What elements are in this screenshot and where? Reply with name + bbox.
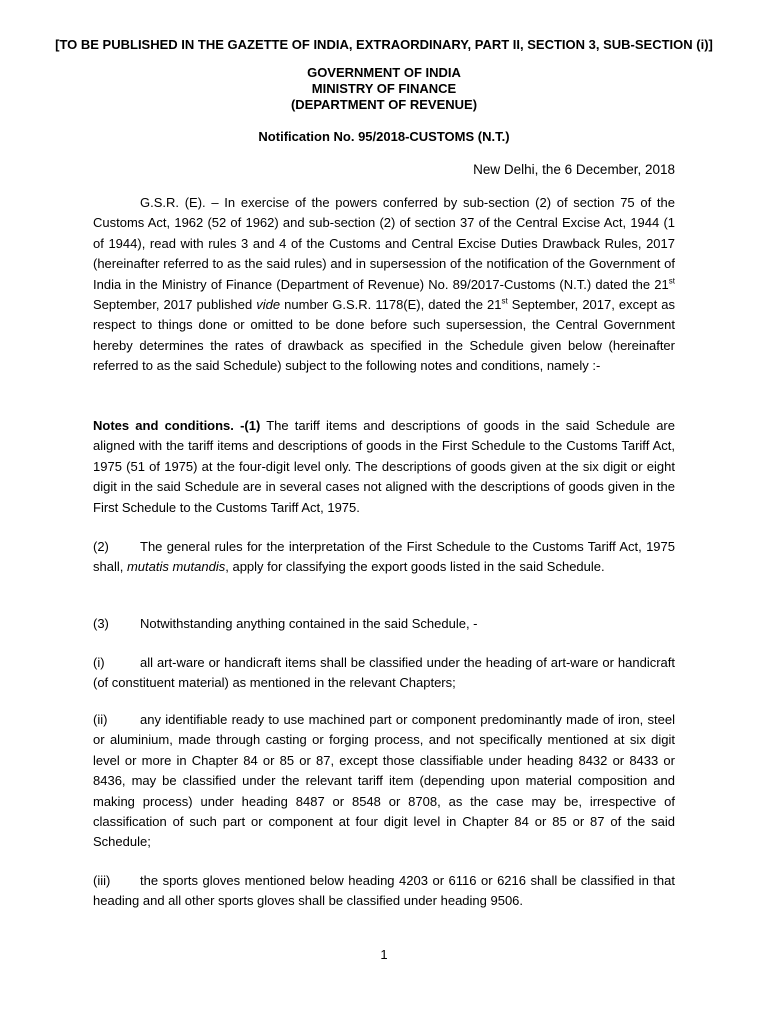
preamble-text-2: September, 2017 published [93,297,257,313]
preamble-text-4: September, 2017, except as respect to things done or omitted to be done before such supersession, the Central Government hereby determines the rates of drawback as specified in the Schedule given below (hereinafter referred to as the said Schedule) subject to the following notes and conditions, namely :- [93,297,675,374]
item-i-paragraph [93,653,675,694]
note-1-text: The tariff items and descriptions of goods in the said Schedule are aligned with the tariff items and descriptions of goods in the First Schedule to the Customs Tariff Act, 1975 (51 of 1975) at the four-digit level only. The descriptions of goods given at the six digit or eight digit in the said Schedule are in several cases not aligned with the descriptions of goods given in the First Schedule to the Customs Tariff Act, 1975. [93,418,675,515]
authority-government: GOVERNMENT OF INDIA [307,65,461,80]
note-2-paragraph [93,537,675,578]
authority-department: (DEPARTMENT OF REVENUE) [290,97,478,112]
note-2-text-a: The general rules for the interpretation of the First Schedule to the Customs Tariff Act, 1975 shall, [93,539,675,575]
item-i-number: (i) [93,655,105,670]
note-3-text: Notwithstanding anything contained in the said Schedule, - [140,616,478,631]
note-2-text-b: , apply for classifying the export goods listed in the said Schedule. [225,559,605,575]
preamble-vide: vide [256,297,281,313]
authority-ministry: MINISTRY OF FINANCE [311,81,457,96]
item-ii-paragraph [93,710,675,853]
item-iii-text: the sports gloves mentioned below heading 4203 or 6116 or 6216 shall be classified in that heading and all other sports gloves shall be classified under heading 9506. [93,873,675,909]
item-iii-number: (iii) [93,873,111,888]
item-ii-text: any identifiable ready to use machined part or component predominantly made of iron, steel or aluminium, made through casting or forging process, and not specifically mentioned at six digit level or more in Chapter 84 or 85 or 87, except those classifiable under heading 8432 or 8433 or 8436, may be classified under the relevant tariff item (depending upon material composition and making process) under heading 8487 or 8548 or 8708, as the case may be, irrespective of classification of such part or component at four digit level in Chapter 84 or 85 or 87 of the said Schedule; [93,712,675,850]
item-ii-number: (ii) [93,712,108,727]
preamble-text-1: G.S.R. (E). – In exercise of the powers conferred by sub-section (2) of section 75 of the Customs Act, 1962 (52 of 1962) and sub-section (2) of section 37 of the Central Excise Act, 1944 (1 of 1944), read with rules 3 and 4 of the Customs and Central Excise Duties Drawback Rules, 2017 (hereinafter referred to as the said rules) and in supersession of the notification of the Government of India in the Ministry of Finance (Department of Revenue) No. 89/2017-Customs (N.T.) dated the 21 [93,195,675,292]
gazette-header: [TO BE PUBLISHED IN THE GAZETTE OF INDIA, EXTRAORDINARY, PART II, SECTION 3, SUB-SECTION (i)] [55,37,713,52]
note-2-italic: mutatis mutandis [126,559,226,575]
item-iii-paragraph [93,871,675,912]
note-2-number: (2) [93,539,109,554]
notification-number: Notification No. 95/2018-CUSTOMS (N.T.) [258,129,510,144]
place-date: New Delhi, the 6 December, 2018 [473,162,675,177]
ordinal-suffix: st [501,296,508,306]
ordinal-suffix: st [668,276,675,286]
notes-heading: Notes and conditions. -(1) [93,418,261,433]
item-i-text: all art-ware or handicraft items shall be classified under the heading of art-ware or handicraft (of constituent material) as mentioned in the relevant Chapters; [93,655,675,691]
preamble-paragraph [93,193,675,377]
page-number: 1 [380,947,388,962]
note-3-number: (3) [93,616,109,631]
note-1-paragraph [93,416,675,518]
note-3-paragraph [93,614,675,634]
preamble-text-3: number G.S.R. 1178(E), dated the 21 [280,297,502,313]
